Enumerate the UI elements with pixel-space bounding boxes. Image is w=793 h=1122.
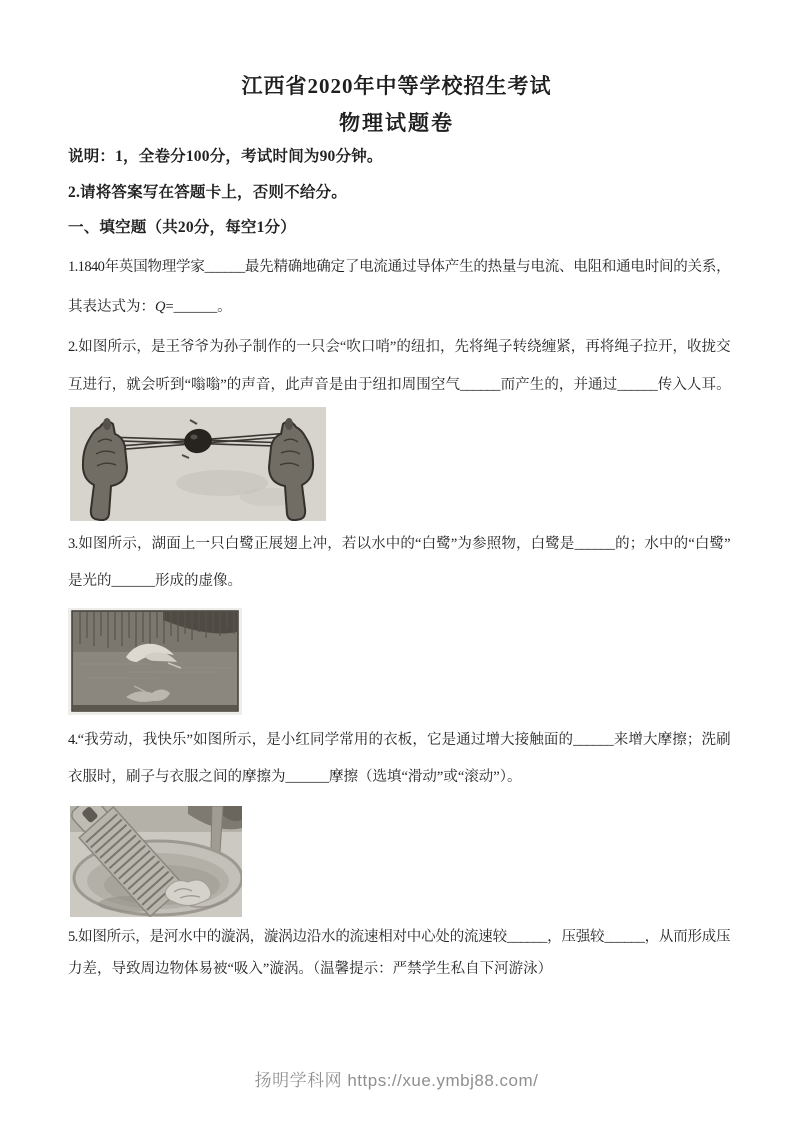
egret-photo bbox=[68, 608, 242, 715]
q1-formula-prefix: 其表达式为： bbox=[68, 299, 155, 315]
washboard-photo bbox=[70, 806, 242, 917]
whistle-button-photo bbox=[70, 407, 326, 521]
question-1-line-1: 1.1840年英国物理学家______最先精确地确定了电流通过导体产生的热量与电流、电阻和通电时间的关系， bbox=[68, 259, 730, 275]
question-2-line-2: 互进行，就会听到“嗡嗡”的声音，此声音是由于纽扣周围空气______而产生的，并通过______传入人耳。 bbox=[68, 377, 730, 393]
site-watermark: 扬明学科网 https://xue.ymbj88.com/ bbox=[254, 1071, 539, 1090]
question-4-line-1: 4.“我劳动，我快乐”如图所示，是小红同学常用的衣板，它是通过增大接触面的______来增大摩擦；洗刷 bbox=[68, 732, 730, 748]
section-heading-fill-in-blanks: 一、填空题（共20分，每空1分） bbox=[68, 219, 296, 236]
exam-note-1: 说明：1，全卷分100分，考试时间为90分钟。 bbox=[68, 148, 383, 165]
question-4-line-2: 衣服时，刷子与衣服之间的摩擦为______摩擦（选填“滑动”或“滚动”）。 bbox=[68, 769, 522, 785]
q1-formula-blank: =______。 bbox=[165, 299, 232, 315]
q3-egret-reflection-figure bbox=[68, 608, 242, 715]
question-2-line-1: 2.如图所示，是王爷爷为孙子制作的一只会“吹口哨”的纽扣，先将绳子转绕缠紧，再将绳子拉开，收拢交 bbox=[68, 339, 730, 355]
exam-note-2: 2.请将答案写在答题卡上，否则不给分。 bbox=[68, 184, 347, 201]
q4-washboard-figure bbox=[70, 806, 242, 917]
page-subtitle: 物理试题卷 bbox=[339, 111, 454, 135]
exam-content bbox=[68, 0, 730, 1122]
question-3-line-2: 是光的______形成的虚像。 bbox=[68, 573, 242, 589]
question-5-line-1: 5.如图所示，是河水中的漩涡，漩涡边沿水的流速相对中心处的流速较______，压强较______，从而形成压 bbox=[68, 929, 730, 945]
page-title: 江西省2020年中等学校招生考试 bbox=[241, 74, 552, 98]
question-3-line-1: 3.如图所示，湖面上一只白鹭正展翅上冲，若以水中的“白鹭”为参照物，白鹭是______的；水中的“白鹭” bbox=[68, 536, 730, 552]
q2-whistle-button-figure bbox=[70, 407, 326, 521]
question-5-line-2: 力差，导致周边物体易被“吸入”漩涡。（温馨提示：严禁学生私自下河游泳） bbox=[68, 961, 553, 977]
question-1-line-2 bbox=[68, 296, 730, 318]
q1-heat-symbol: Q bbox=[155, 299, 166, 315]
